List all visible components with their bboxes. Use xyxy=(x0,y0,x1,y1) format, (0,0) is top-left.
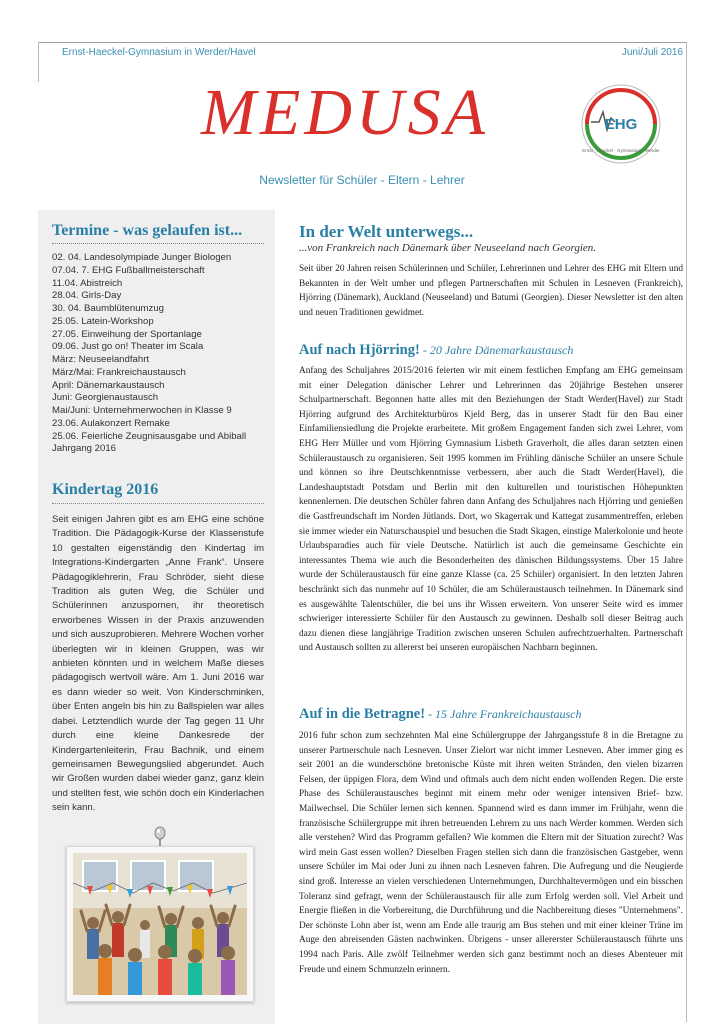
termine-item: Juni: Georgienaustausch xyxy=(52,392,159,404)
section-bretagne-subtitle: - 15 Jahre Frankreichaustausch xyxy=(425,707,582,721)
section-hjoerring-title: Auf nach Hjörring! xyxy=(299,342,420,358)
page-rule-right xyxy=(686,42,687,1022)
termine-item: Mai/Juni: Unternehmerwochen in Klasse 9 xyxy=(52,405,232,416)
termine-item: Jahrgang 2016 xyxy=(52,443,117,455)
ehg-logo xyxy=(579,82,663,166)
termine-item: März: Neuseelandfahrt xyxy=(52,354,150,365)
termine-divider xyxy=(52,243,264,244)
newsletter-title: MEDUSA xyxy=(201,76,489,149)
kindertag-photo xyxy=(66,846,254,1002)
issue-date: Juni/Juli 2016 xyxy=(621,47,683,58)
kindertag-heading: Kindertag 2016 xyxy=(52,481,159,498)
section-bretagne-text: 2016 fuhr schon zum sechzehnten Mal eine Schülergruppe der Jahrgangsstufe 8 in die Bretagne zu unserer Partnerschule nach Lesneven. Unser Zielort war nicht immer Lesneven. Aber immer ging es seit 2001 an die wunderschöne bretonische Küste mit ihren weiten Stränden, den vielen bizarren Felsen, der üppigen Flora, dem Wind und oftmals auch dem nicht enden wollenden Regen. Die erste Phase des Schüleraustausches beginnt mit einem mehr oder weniger intensiven Brief- bzw. Mailwechsel. Die Schüler lernen sich kennen. Spannend wird es dann immer im Frühjahr, wenn die französische Schülergruppe mit ihren betreuenden Lehrern zu uns nach Werder kommen. Werden sich alle verstehen? Wird das Programm gefallen? Wie kommen die Eltern mit der Situation zurecht? Was wird mein Gast essen wollen? Dieselben Fragen stellen sich dann die französischen Gastgeber, wenn unsere Schüler im Mai oder Juni zu ihnen nach Lesneven fahren. Die Aufregung und die Neugierde sind groß. Interesse an vielen verschiedenen Unternehmungen, Durchhaltevermögen und ein bisschen Toleranz sind gefragt, wenn der Schüleraustausch für alle zum Erfolg werden soll. Viel Arbeit und Energie fließen in die Vorbereitung, die Durchführung und die Nachbereitung dieses "Unternehmens". Der schönste Lohn aber ist, wenn am Ende alle traurig am Bus stehen und mit einer kleiner Träne im Auge den abreisenden Gästen nachwinken. Übrigens - unser allererster Schüleraustausch führte uns 1994 nach Paris. Alle zwölf Teilnehmer werden sich ganz bestimmt noch an dieses Abenteuer mit Freude und einem Schmunzeln erinnern. xyxy=(299,731,683,975)
pushpin-icon xyxy=(153,826,167,848)
school-name: Ernst-Haeckel-Gymnasium in Werder/Havel xyxy=(62,47,256,58)
termine-item: März/Mai: Frankreichaustausch xyxy=(52,366,186,378)
kindertag-photo-image xyxy=(73,853,247,995)
newsletter-subtitle: Newsletter für Schüler - Eltern - Lehrer xyxy=(259,173,465,187)
termine-heading: Termine - was gelaufen ist... xyxy=(52,222,243,239)
header-rule-left xyxy=(38,42,39,82)
logo-ring-text: Ernst · Haeckel · Gymnasium · Werder xyxy=(582,148,660,153)
kindertag-divider xyxy=(52,503,264,504)
section-hjoerring-subtitle: - 20 Jahre Dänemarkaustausch xyxy=(419,343,574,357)
intro-paragraph: Seit über 20 Jahren reisen Schülerinnen und Schüler, Lehrerinnen und Lehrer des EHG mit Eltern und Bekannten in der Welt umher und pflegen Partnerschaften mit Schulen in Lesneven (Frankreich), Hjörring (Dänemark), Auckland (Neuseeland) und Batumi (Georgien). Dieser Newsletter ist den alten und neuen Traditionen gewidmet. xyxy=(299,264,683,318)
termine-list xyxy=(52,252,267,456)
kindertag-text: Seit einigen Jahren gibt es am EHG eine schöne Tradition. Die Pädagogik-Kurse der Klassenstufe 10 gestalten eigenständig den Kindertag im Integrations-Kindergarten „Anne Frank“. Unsere Pädagogiklehrerin, Frau Schröder, sieht diese Tradition als guten Weg, die Schüler und Schülerinnen anzuspornen, ihr theoretisch erworbenes Wissen in der Praxis anzuwenden und sich auszuprobieren. Mehrere Wochen vorher überlegten wir in kleinen Gruppen, was wir anbieten könnten und in welchem Maße dieses pädagogisch wertvoll wäre. Am 1. Juni 2016 war es dann wieder so weit. Von Kinderschminken, über Enten angeln bis hin zu Ballspielen war alles dabei. Letztendlich wurde der Tag gegen 11 Uhr durch eine kleine Dankesrede der Kindergartenleiterin, Frau Bachnik, und einem gemeinsamen Bewegungslied abgerundet. Auch wir Großen wurden dabei wieder ganz, ganz klein und stellten fest, wie schön doch ein Kinderlachen sein kann. xyxy=(52,514,264,814)
termine-item: 28.04. Girls-Day xyxy=(52,290,122,302)
termine-item: 30. 04. Baumblütenumzug xyxy=(52,303,165,314)
main-heading: In der Welt unterwegs... xyxy=(299,222,474,241)
termine-item: April: Dänemarkaustausch xyxy=(52,379,165,391)
main-subheading: ...von Frankreich nach Dänemark über Neuseeland nach Georgien. xyxy=(299,242,597,254)
termine-item: 07.04. 7. EHG Fußballmeisterschaft xyxy=(52,264,205,276)
termine-item: 09.06. Just go on! Theater im Scala xyxy=(52,341,204,353)
section-bretagne-title: Auf in die Betragne! xyxy=(299,706,426,722)
termine-item: 02. 04. Landesolympiade Junger Biologen xyxy=(52,252,232,263)
logo-text: EHG xyxy=(604,116,638,133)
header-rule xyxy=(38,42,686,43)
section-bretagne-heading xyxy=(299,706,581,723)
termine-item: 23.06. Aulakonzert Remake xyxy=(52,417,170,429)
termine-item: 27.05. Einweihung der Sportanlage xyxy=(52,328,202,340)
section-hjoerring-heading xyxy=(299,342,573,359)
termine-item: 25.06. Feierliche Zeugnisausgabe und Abiball xyxy=(52,430,247,442)
termine-item: 25.05. Latein-Workshop xyxy=(52,315,154,327)
termine-item: 11.04. Abistreich xyxy=(52,277,123,289)
section-hjoerring-text: Anfang des Schuljahres 2015/2016 feierten wir mit einem festlichen Empfang am EHG gemeinsam mit einer Delegation dänischer Lehrer und Lehrerinnen das 20jährige Bestehen unserer Schulpartnerschaft. Begonnen hatte alles mit den Beziehungen der Stadt Werder(Havel) zur Stadt Hjörring aufgrund des Architekturbüros Kjeld Berg, das in unserer Stadt für den Bau einer Einfamiliensiedlung die Projekte erarbeitete. Mit großem Engagement fanden sich zwei Lehrer, vom EHG Herr Müller und vom Hjörring Gymnasium Lisbeth Graverholt, die alles daran setzten einen Schüleraustausch zu organisieren. Seit 1995 kommen im Frühling dänische Schüler an unsere Schule und können so ihre Deutschkenntnisse verbessern, aber auch die Stadt Werder(Havel), die Landeshauptstadt Potsdam und Berlin mit den kulturellen und touristischen Höhepunkten kennenlernen. Die deutschen Schüler fahren dann Anfang des Schuljahres nach Hjörring und genießen die Gastfreundschaft im Norden Jütlands. Dort, wo Skagerrak und Kattegat zusammentreffen, erleben sie immer wieder ein Naturschauspiel und besuchen die Stadt Skagen, einstige Malerkolonie und heute Urlaubsparadies auch für viele Deutsche. Natürlich ist auch die gemeinsame Geschichte ein interessantes Thema wie auch die Besonderheiten des dänischen Bildungssystems. Über 15 Jahre wurde der Schüleraustausch für eine ganze Klasse (ca. 25 Schüler) organisiert. In den letzten Jahren beschränkt sich das nunmehr auf 10 Schüler, die am Schüleraustausch teilnehmen. In Dänemark sind es ausgewählte Talentschüler, die bei uns ihr Wissen erweitern. Von unserer Seite wird es immer schwieriger interessierte Schüler für den Austausch zu gewinnen. Deshalb soll dieser Beitrag auch dazu dienen diese langjährige Tradition zwischen unseren Schulen aufrechtzuerhalten. Partnerschaft und Austausch sollten zu allererst bei unseren europäischen Nachbarn beginnen. xyxy=(299,366,683,654)
